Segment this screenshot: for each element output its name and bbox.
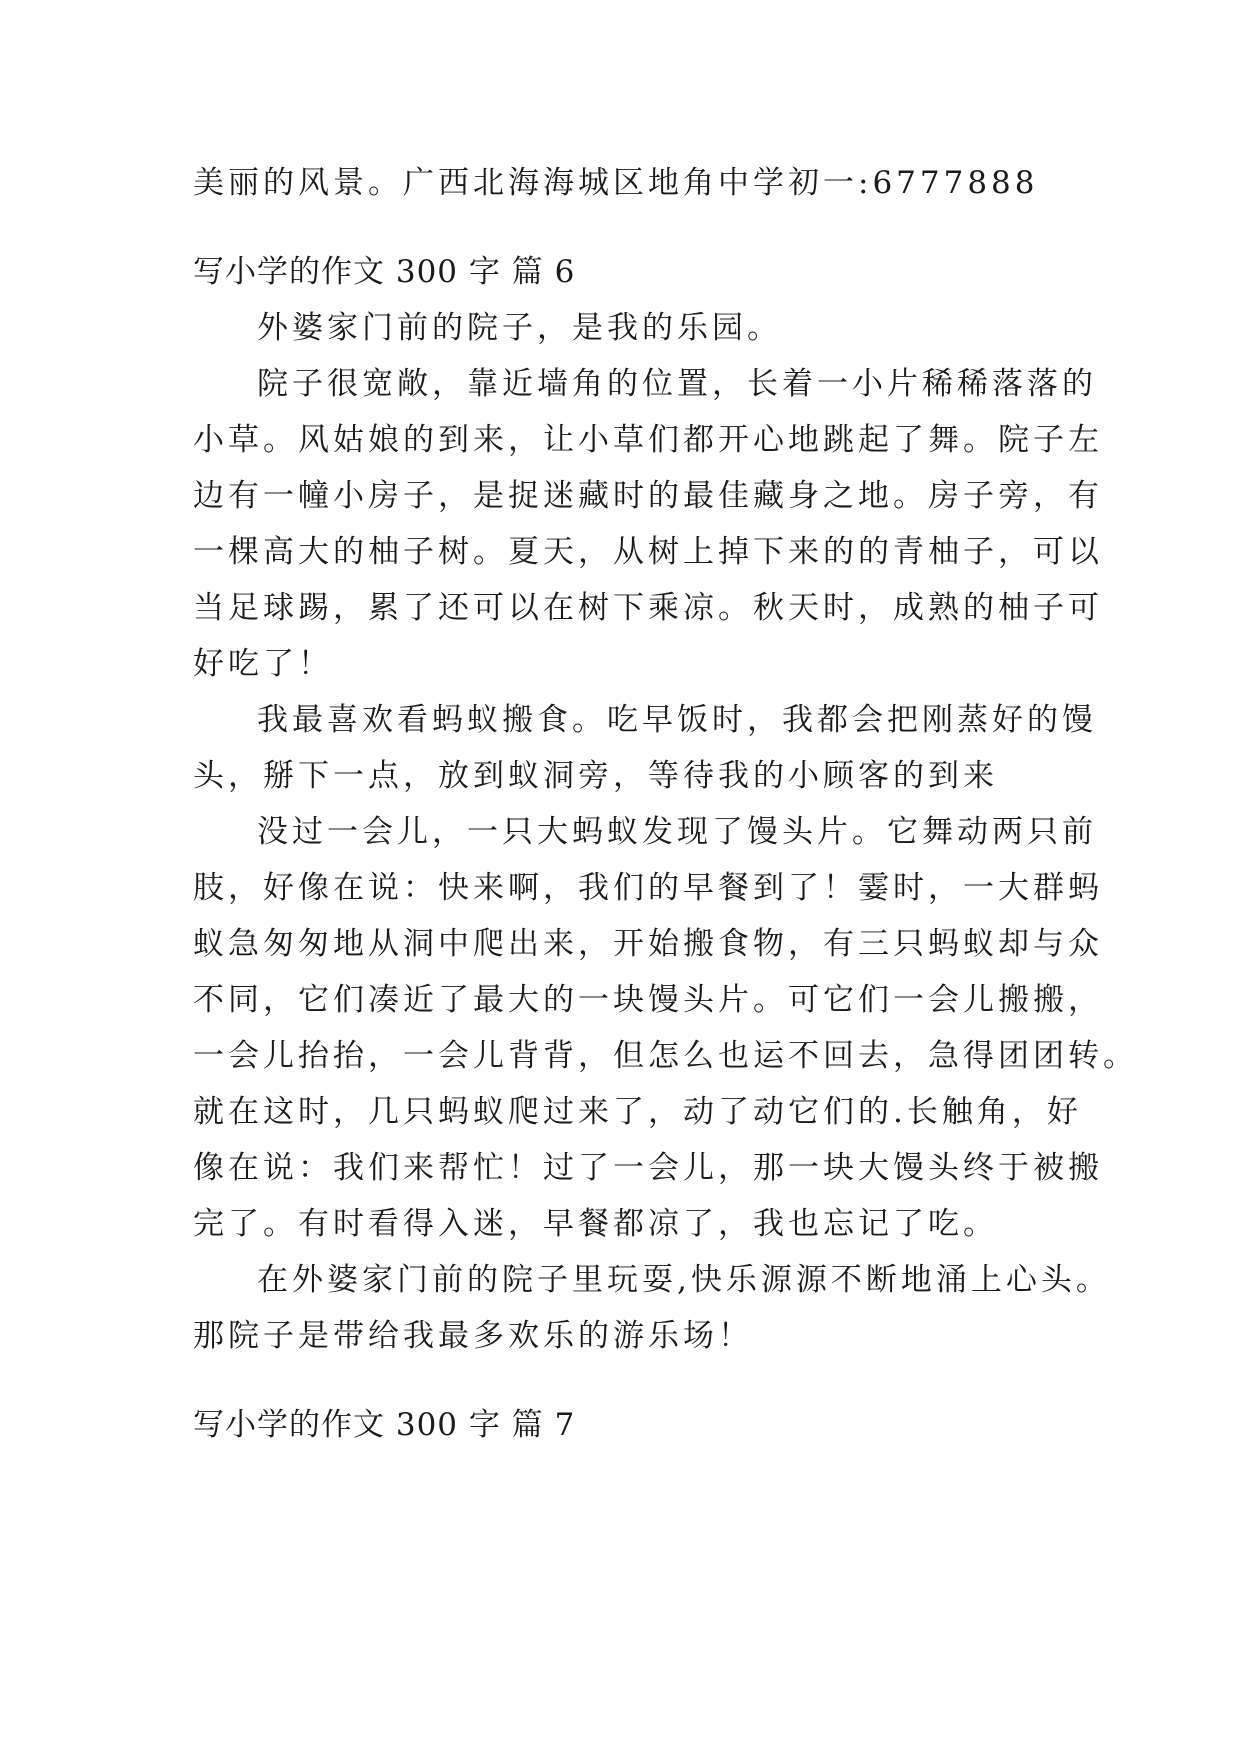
paragraph-line: 一棵高大的柚子树。夏天，从树上掉下来的的青柚子，可以 <box>193 534 1103 570</box>
paragraph-line: 没过一会儿，一只大蚂蚁发现了馒头片。它舞动两只前 <box>257 814 1097 850</box>
paragraph-line: 小草。风姑娘的到来，让小草们都开心地跳起了舞。院子左 <box>193 422 1103 458</box>
paragraph-line: 肢，好像在说：快来啊，我们的早餐到了！霎时，一大群蚂 <box>193 870 1103 906</box>
paragraph-line: 一会儿抬抬，一会儿背背，但怎么也运不回去，急得团团转。 <box>193 1038 1138 1074</box>
paragraph-line: 当足球踢，累了还可以在树下乘凉。秋天时，成熟的柚子可 <box>193 590 1103 626</box>
paragraph-line: 外婆家门前的院子，是我的乐园。 <box>257 310 782 346</box>
paragraph-line: 那院子是带给我最多欢乐的游乐场！ <box>193 1318 753 1354</box>
paragraph-line: 好吃了！ <box>193 646 333 682</box>
paragraph-line: 我最喜欢看蚂蚁搬食。吃早饭时，我都会把刚蒸好的馒 <box>257 702 1097 738</box>
section-6-heading: 写小学的作文 300 字 篇 6 <box>193 254 576 290</box>
section-7-heading: 写小学的作文 300 字 篇 7 <box>193 1407 576 1443</box>
paragraph-line: 边有一幢小房子，是捉迷藏时的最佳藏身之地。房子旁，有 <box>193 478 1103 514</box>
paragraph-line: 像在说：我们来帮忙！过了一会儿，那一块大馒头终于被搬 <box>193 1150 1103 1186</box>
paragraph-line: 不同，它们凑近了最大的一块馒头片。可它们一会儿搬搬， <box>193 982 1103 1018</box>
paragraph-line: 在外婆家门前的院子里玩耍,快乐源源不断地涌上心头。 <box>257 1262 1111 1298</box>
paragraph-line: 头，掰下一点，放到蚁洞旁，等待我的小顾客的到来 <box>193 758 998 794</box>
paragraph-line: 蚁急匆匆地从洞中爬出来，开始搬食物，有三只蚂蚁却与众 <box>193 926 1103 962</box>
previous-section-ending: 美丽的风景。广西北海海城区地角中学初一:6777888 <box>193 165 1039 201</box>
paragraph-line: 院子很宽敞，靠近墙角的位置，长着一小片稀稀落落的 <box>257 366 1097 402</box>
paragraph-line: 完了。有时看得入迷，早餐都凉了，我也忘记了吃。 <box>193 1206 998 1242</box>
paragraph-line: 就在这时，几只蚂蚁爬过来了，动了动它们的.长触角，好 <box>193 1094 1082 1130</box>
